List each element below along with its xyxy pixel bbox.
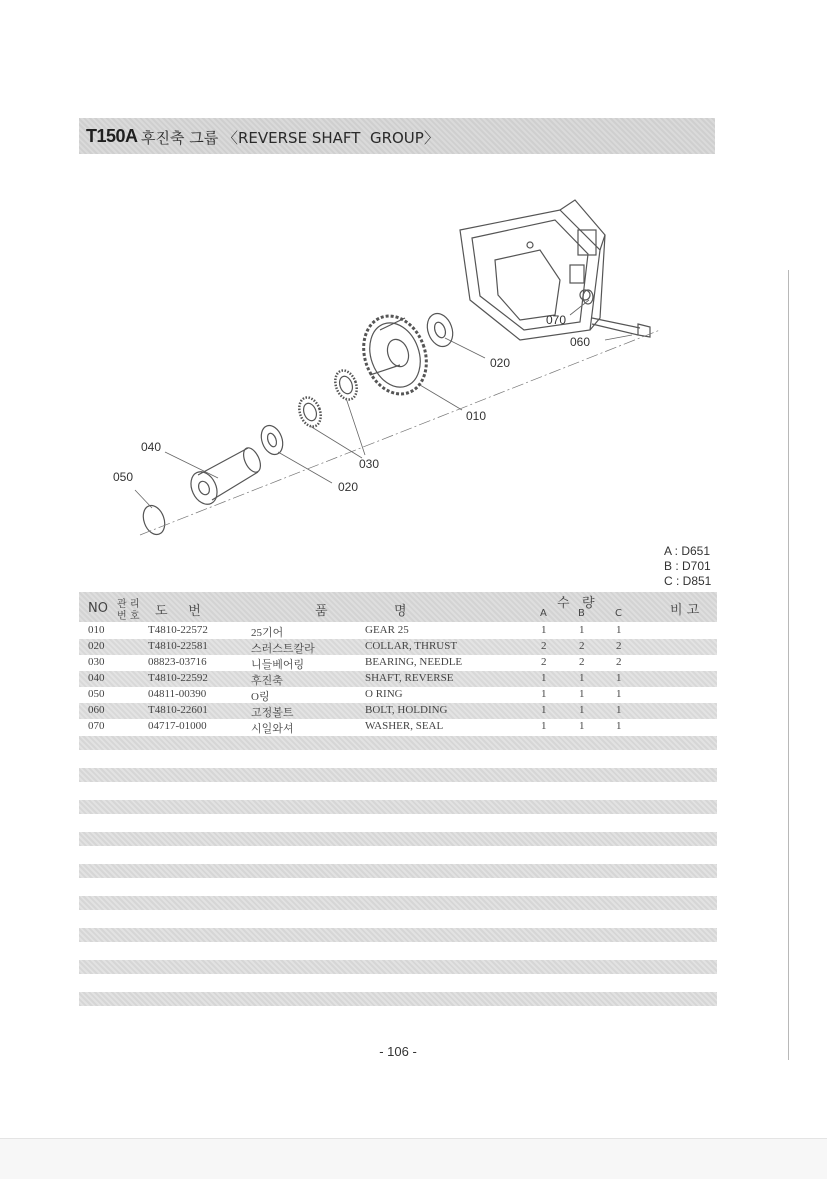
- cell-part-no: T4810-22581: [148, 640, 208, 652]
- thrust-collar-left-drawing: [257, 422, 286, 457]
- cell-qty-c: 1: [616, 624, 622, 636]
- parts-table-header: [79, 592, 717, 622]
- cell-qty-a: 1: [541, 624, 547, 636]
- cell-part-no: 04811-00390: [148, 688, 207, 700]
- cell-part-no: T4810-22592: [148, 672, 208, 684]
- cell-qty-c: 2: [616, 656, 622, 668]
- cell-no: 060: [88, 704, 105, 716]
- cell-qty-b: 1: [579, 688, 585, 700]
- empty-row-stripe: [79, 928, 717, 942]
- empty-row-stripe: [79, 864, 717, 878]
- o-ring-drawing: [139, 502, 168, 537]
- header-qty: 수 량: [557, 596, 595, 611]
- cell-no: 020: [88, 640, 105, 652]
- callout-020-right: 020: [490, 356, 511, 370]
- cell-qty-c: 2: [616, 640, 622, 652]
- callout-060: 060: [570, 335, 591, 349]
- model-key-b: B : D701: [664, 559, 711, 573]
- group-code: T150A: [86, 126, 138, 146]
- exploded-parts-diagram: [100, 190, 720, 550]
- cell-qty-c: 1: [616, 672, 622, 684]
- cell-no: 040: [88, 672, 105, 684]
- header-remarks: 비 고: [670, 603, 700, 618]
- cell-qty-b: 1: [579, 704, 585, 716]
- header-qty-c: C: [615, 608, 622, 619]
- table-row: [79, 671, 717, 687]
- empty-row-stripe: [79, 800, 717, 814]
- section-title-bar: [79, 118, 715, 154]
- cell-name-kr: 니들베어링: [251, 659, 305, 671]
- callout-050: 050: [113, 470, 134, 484]
- cell-qty-b: 2: [579, 640, 585, 652]
- page-edge-line: [788, 270, 789, 1060]
- empty-row-stripe: [79, 736, 717, 750]
- page-bottom-margin: [0, 1138, 827, 1179]
- page-number: - 106 -: [379, 1044, 417, 1059]
- cell-qty-a: 1: [541, 720, 547, 732]
- callout-030: 030: [359, 457, 380, 471]
- callout-040: 040: [141, 440, 162, 454]
- cell-name-en: BEARING, NEEDLE: [365, 656, 463, 668]
- table-row: [79, 655, 717, 671]
- cell-name-en: GEAR 25: [365, 624, 409, 636]
- cell-name-kr: O링: [251, 691, 270, 703]
- holding-bolt-drawing: [592, 318, 650, 337]
- cell-no: 050: [88, 688, 105, 700]
- cell-name-kr: 스러스트칼라: [251, 643, 315, 655]
- cell-part-no: T4810-22572: [148, 624, 208, 636]
- group-title: 후진축 그룹 〈REVERSE SHAFT GROUP〉: [141, 129, 439, 147]
- empty-row-stripe: [79, 832, 717, 846]
- cell-name-en: COLLAR, THRUST: [365, 640, 458, 652]
- cell-name-kr: 후진축: [251, 675, 283, 687]
- cell-qty-c: 1: [616, 720, 622, 732]
- cell-qty-a: 1: [541, 688, 547, 700]
- table-row: [79, 703, 717, 719]
- table-row: [79, 687, 717, 703]
- transmission-housing-drawing: [460, 200, 605, 340]
- table-row: [79, 623, 717, 639]
- cell-name-kr: 고정볼트: [251, 707, 294, 719]
- cell-no: 010: [88, 624, 105, 636]
- cell-qty-c: 1: [616, 704, 622, 716]
- empty-row-stripe: [79, 992, 717, 1006]
- callout-070: 070: [546, 313, 567, 327]
- cell-name-en: SHAFT, REVERSE: [365, 672, 454, 684]
- header-qty-a: A: [540, 608, 547, 619]
- cell-qty-a: 1: [541, 672, 547, 684]
- cell-qty-a: 2: [541, 640, 547, 652]
- empty-row-stripe: [79, 960, 717, 974]
- header-name-kr: 품: [315, 604, 328, 619]
- cell-qty-a: 1: [541, 704, 547, 716]
- model-key-a: A : D651: [664, 544, 711, 558]
- header-mgmt-line1: 관 리: [117, 599, 140, 610]
- needle-bearings-drawing: [295, 367, 360, 429]
- model-key: [664, 544, 724, 589]
- callout-010: 010: [466, 409, 487, 423]
- cell-qty-b: 1: [579, 672, 585, 684]
- table-row: [79, 719, 717, 735]
- callout-020-left: 020: [338, 480, 359, 494]
- reverse-shaft-drawing: [186, 445, 264, 508]
- header-mgmt-line2: 번 호: [117, 611, 140, 622]
- header-name-en: 명: [394, 604, 407, 619]
- table-row: [79, 639, 717, 655]
- cell-name-en: BOLT, HOLDING: [365, 704, 448, 716]
- gear-25-drawing: [353, 307, 437, 403]
- empty-row-stripe: [79, 896, 717, 910]
- cell-part-no: 04717-01000: [148, 720, 207, 732]
- cell-name-en: WASHER, SEAL: [365, 720, 444, 732]
- cell-qty-a: 2: [541, 656, 547, 668]
- cell-qty-b: 2: [579, 656, 585, 668]
- seal-washer-drawing: [583, 290, 593, 304]
- cell-name-en: O RING: [365, 688, 403, 700]
- header-drawing-no: 도 번: [155, 604, 201, 619]
- header-qty-b: B: [578, 608, 585, 619]
- empty-row-stripe: [79, 768, 717, 782]
- cell-no: 030: [88, 656, 105, 668]
- cell-part-no: 08823-03716: [148, 656, 207, 668]
- cell-name-kr: 25기어: [251, 627, 284, 639]
- thrust-collar-right-drawing: [423, 310, 457, 350]
- cell-no: 070: [88, 720, 105, 732]
- cell-qty-c: 1: [616, 688, 622, 700]
- model-key-c: C : D851: [664, 574, 712, 588]
- header-no: NO: [88, 601, 108, 616]
- cell-qty-b: 1: [579, 720, 585, 732]
- cell-part-no: T4810-22601: [148, 704, 208, 716]
- cell-name-kr: 시일와셔: [251, 723, 294, 735]
- cell-qty-b: 1: [579, 624, 585, 636]
